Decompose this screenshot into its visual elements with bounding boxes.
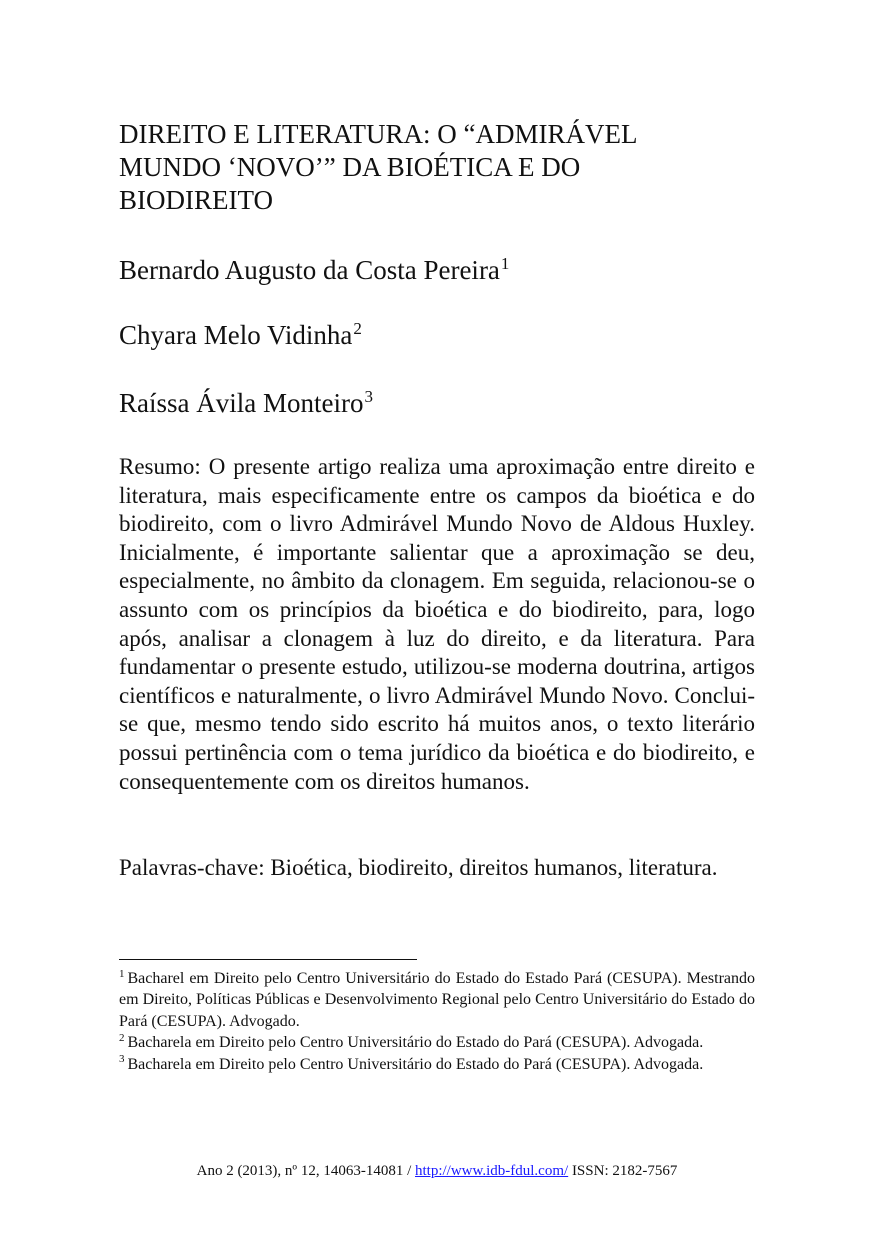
journal-link[interactable]: http://www.idb-fdul.com/ [415,1163,569,1179]
footnotes [119,968,755,1075]
author-footnote-mark: 2 [353,319,362,338]
footnote-mark: 2 [119,1031,125,1044]
title-line: DIREITO E LITERATURA: O “ADMIRÁVEL [119,119,638,149]
footnote-mark: 1 [119,967,125,980]
footer-issn: ISSN: 2182-7567 [568,1163,678,1179]
footnote-divider [119,959,417,960]
page-footer [0,1161,874,1181]
title-line: MUNDO ‘NOVO’” DA BIOÉTICA E DO [119,152,581,182]
title-line: BIODIREITO [119,185,273,215]
footer-citation: Ano 2 (2013), nº 12, 14063-14081 / [196,1163,415,1179]
footnote-3 [119,1054,755,1075]
author-name: Chyara Melo Vidinha [119,320,353,350]
footnote-1 [119,968,755,1032]
author-name: Raíssa Ávila Monteiro [119,388,364,418]
article-title [119,118,739,217]
author-footnote-mark: 3 [364,387,373,406]
author-footnote-mark: 1 [500,254,510,273]
keywords: Palavras-chave: Bioética, biodireito, direitos humanos, literatura. [119,855,718,880]
author-name: Bernardo Augusto da Costa Pereira [119,255,500,285]
author-2 [119,319,362,351]
footnote-text: Bacharel em Direito pelo Centro Universitário do Estado do Estado Pará (CESUPA). Mestrando em Direito, Políticas Públicas e Desenvolvimento Regional pelo Centro Universitário do Estado do Pará (CESUPA). Advogado. [119,970,755,1030]
abstract: Resumo: O presente artigo realiza uma aproximação entre direito e literatura, mais especificamente entre os campos da bioética e do biodireito, com o livro Admirável Mundo Novo de Aldous Huxley. Inicialmente, é importante salientar que a aproximação se deu, especialmente, no âmbito da clonagem. Em seguida, relacionou-se o assunto com os princípios da bioética e do biodireito, para, logo após, analisar a clonagem à luz do direito, e da literatura. Para fundamentar o presente estudo, utilizou-se moderna doutrina, artigos científicos e naturalmente, o livro Admirável Mundo Novo. Conclui-se que, mesmo tendo sido escrito há muitos anos, o texto literário possui pertinência com o tema jurídico da bioética e do biodireito, e consequentemente com os direitos humanos. [119,454,755,794]
footnote-2 [119,1032,755,1053]
author-1 [119,254,509,286]
footnote-mark: 3 [119,1053,125,1066]
footnote-text: Bacharela em Direito pelo Centro Universitário do Estado do Pará (CESUPA). Advogada. [127,1055,704,1073]
footnote-text: Bacharela em Direito pelo Centro Universitário do Estado do Pará (CESUPA). Advogada. [127,1034,704,1052]
author-3 [119,387,373,419]
